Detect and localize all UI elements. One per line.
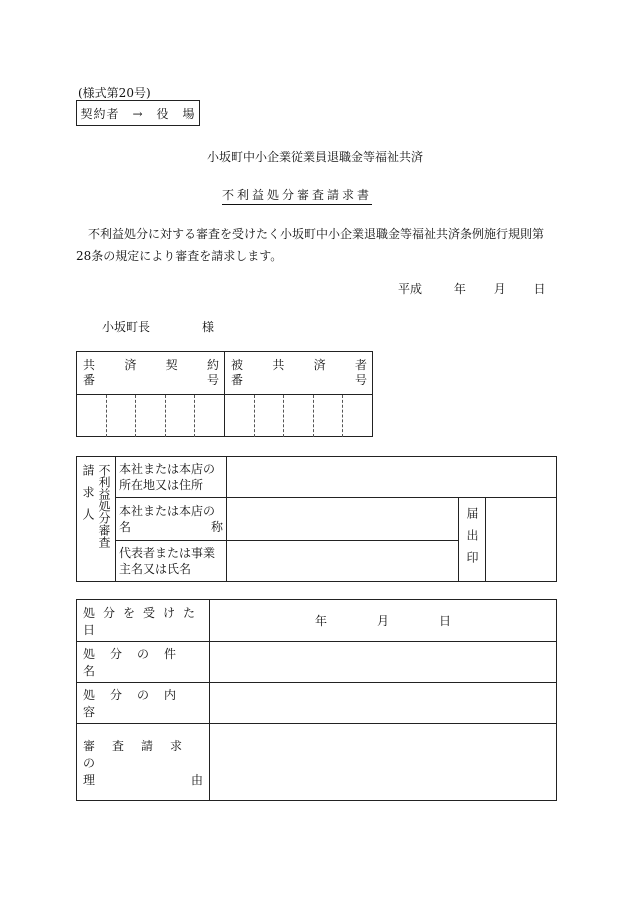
- company-name-label: [116, 498, 227, 541]
- disposition-content-label: [77, 683, 210, 724]
- applicant-table: [76, 456, 557, 582]
- representative-field[interactable]: [227, 541, 459, 582]
- disposition-subject-label: [77, 642, 210, 683]
- date-month-label: 月: [493, 282, 506, 296]
- contract-number-digits: [77, 395, 225, 437]
- number-table-header: [77, 352, 372, 395]
- review-reason-label: [77, 724, 210, 801]
- label-char: 者: [354, 358, 367, 372]
- label-char: 契: [165, 358, 178, 372]
- seal-box[interactable]: [486, 498, 557, 582]
- date-year-label: 年: [314, 614, 327, 628]
- disposition-date-label: [77, 600, 210, 642]
- label-text: 審査請求の: [83, 738, 200, 770]
- disposition-subject-field[interactable]: [210, 642, 557, 683]
- number-table: [76, 351, 373, 437]
- applicant-vertical-header: [77, 457, 116, 582]
- label-char: 被: [231, 358, 244, 372]
- review-reason-field[interactable]: [210, 724, 557, 801]
- representative-label: 代表者または事業主名又は氏名: [116, 541, 227, 582]
- label-char: 号: [354, 373, 367, 387]
- label-char: 番: [231, 373, 244, 387]
- company-name-field[interactable]: [227, 498, 459, 541]
- contract-number-label: [77, 352, 225, 394]
- insured-digit-box[interactable]: [343, 395, 372, 437]
- registered-seal-label: [459, 498, 486, 582]
- date-day-label: 日: [533, 282, 546, 296]
- label-char: 約: [206, 358, 219, 372]
- addressee: [102, 318, 214, 335]
- label-char: 番: [83, 373, 96, 387]
- label-char: 称: [210, 520, 223, 534]
- contract-digit-box[interactable]: [107, 395, 137, 437]
- date-era: 平成: [398, 282, 423, 296]
- label-char: 済: [124, 358, 137, 372]
- submission-date: [398, 280, 546, 297]
- date-day-label: 日: [439, 614, 452, 628]
- date-month-label: 月: [376, 614, 389, 628]
- label-char: 名: [119, 520, 132, 534]
- seal-label-text: 届出印: [465, 506, 479, 573]
- label-char: 由: [190, 772, 203, 787]
- label-char: 済: [313, 358, 326, 372]
- contract-digit-box[interactable]: [136, 395, 166, 437]
- insured-number-digits: [225, 395, 372, 437]
- disposition-content-field[interactable]: [210, 683, 557, 724]
- disposition-table: [76, 599, 557, 801]
- insured-number-label: [225, 352, 372, 394]
- date-year-label: 年: [453, 282, 466, 296]
- insured-digit-box[interactable]: [255, 395, 285, 437]
- address-field[interactable]: [227, 457, 557, 498]
- label-char: 共: [272, 358, 285, 372]
- disposition-date-field[interactable]: [210, 600, 557, 642]
- addressee-name: 小坂町長: [102, 320, 151, 334]
- label-text: 処分を受けた日: [83, 605, 204, 637]
- label-char: 理: [83, 772, 96, 787]
- form-number: (様式第20号): [78, 86, 151, 100]
- recipient-box: 契約者 → 役 場: [76, 100, 200, 126]
- label-text: 処分の件名: [83, 647, 192, 678]
- body-text: 不利益処分に対する審査を受けたく小坂町中小企業退職金等福祉共済条例施行規則第28条の規定により審査を請求します。: [76, 227, 545, 263]
- company-name-label-line1: 本社または本店の: [119, 504, 216, 518]
- vertical-label-col2: 請求人: [81, 464, 95, 530]
- insured-digit-box[interactable]: [284, 395, 314, 437]
- number-digit-row: [77, 395, 372, 437]
- insured-digit-box[interactable]: [314, 395, 344, 437]
- document-title: 不利益処分審査請求書: [222, 186, 372, 205]
- insured-digit-box[interactable]: [225, 395, 255, 437]
- label-char: 共: [83, 358, 96, 372]
- contract-digit-box[interactable]: [166, 395, 196, 437]
- organization-name: 小坂町中小企業従業員退職金等福祉共済: [206, 150, 423, 164]
- address-label: 本社または本店の所在地又は住所: [116, 457, 227, 498]
- contract-digit-box[interactable]: [195, 395, 224, 437]
- addressee-honorific: 様: [202, 320, 215, 334]
- contract-digit-box[interactable]: [77, 395, 107, 437]
- label-char: 号: [206, 373, 219, 387]
- vertical-label-col1: 不利益処分審査: [97, 464, 111, 548]
- label-text: 処分の内容: [83, 688, 192, 719]
